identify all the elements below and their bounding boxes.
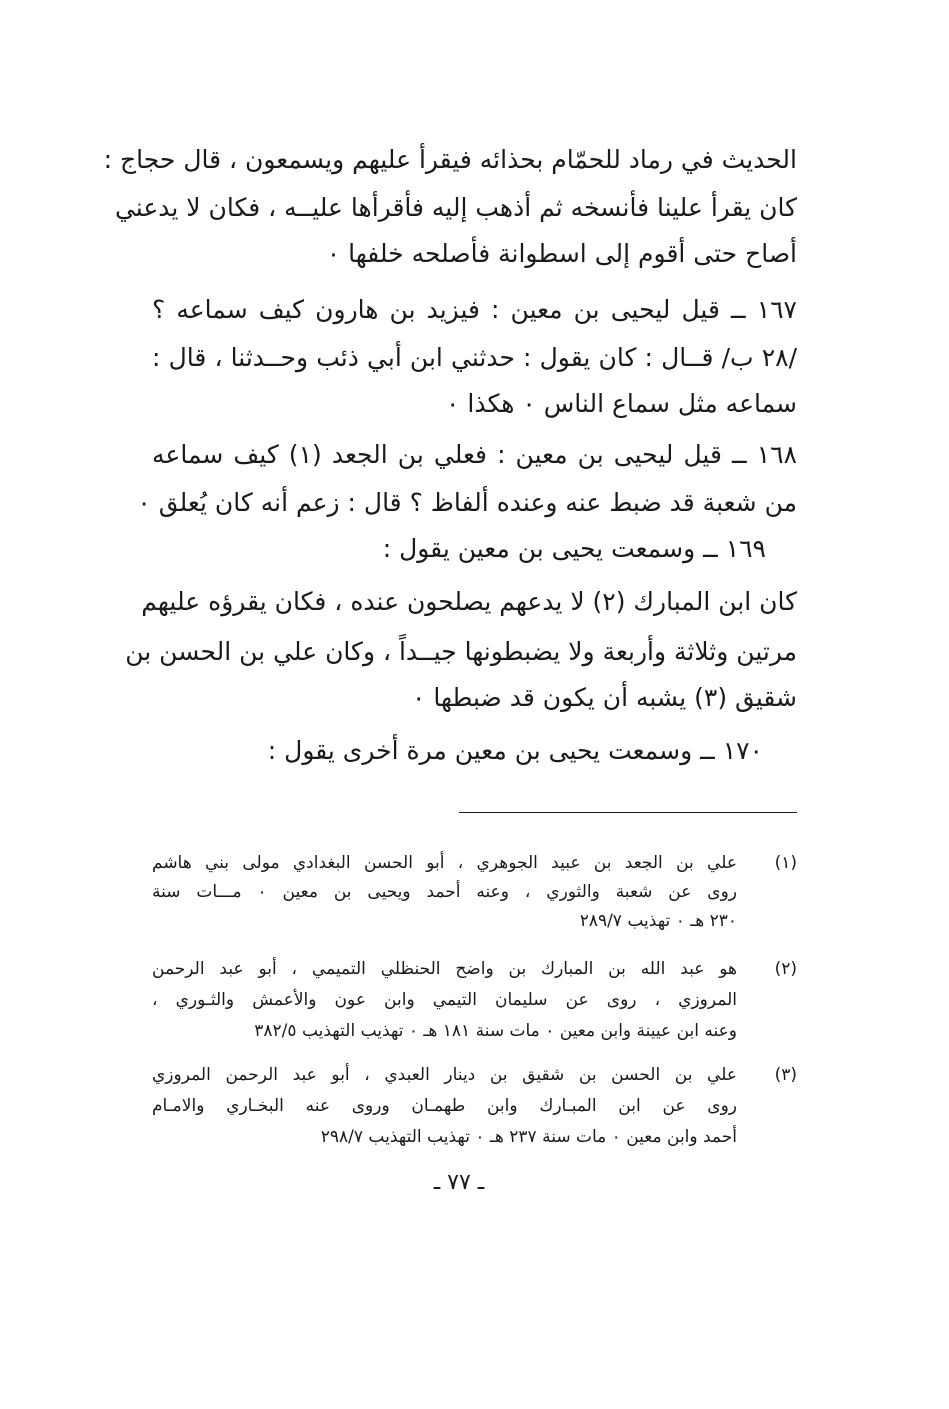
footnote-number: (١) [774,853,797,873]
text-line: سماعه مثل سماع الناس ٠ هكذا ٠ [446,389,797,418]
footnote-line: روى عن شعبة والثوري ، وعنه أحمد ويحيى بن معين ٠ مـــات سنة [152,882,737,902]
footnote-separator [459,812,797,813]
text-line: من شعبة قد ضبط عنه وعنده ألفاظ ؟ قال : زعم أنه كان يُعلق ٠ [137,488,797,517]
footnote-number: (٢) [774,959,797,979]
text-line: كان يقرأ علينا فأنسخه ثم أذهب إليه فأقرأها عليــه ، فكان لا يدعني [114,193,797,222]
footnote-line: المروزي ، روى عن سليمان التيمي وابن عون والأعمش والثـوري ، [152,990,737,1010]
text-line: كان ابن المبارك (٢) لا يدعهم يصلحون عنده ، فكان يقرؤه عليهم [141,587,797,616]
entry-167-line: ١٦٧ ــ قيل ليحيى بن معين : فيزيد بن هارون كيف سماعه ؟ [152,295,797,324]
footnote-line: هو عبد الله بن المبارك بن واضح الحنظلي التميمي ، أبو عبد الرحمن [152,959,737,979]
footnote-line: علي بن الحسن بن شقيق بن دينار العبدي ، أبو عبد الرحمن المروزي [152,1065,737,1085]
text-line: أصاح حتى أقوم إلى اسطوانة فأصلحه خلفها ٠ [326,239,797,268]
footnote-line: علي بن الجعد بن عبيد الجوهري ، أبو الحسن البغدادي مولى بني هاشم [152,853,737,873]
entry-170-line: ١٧٠ ــ وسمعت يحيى بن معين مرة أخرى يقول : [267,736,763,765]
text-line: الحديث في رماد للحمّام بحذائه فيقرأ عليهم ويسمعون ، قال حجاج : [103,145,797,174]
text-line: مرتين وثلاثة وأربعة ولا يضبطونها جيــداً ، وكان علي بن الحسن بن [125,637,797,666]
footnote-line: روى عن ابن المبـارك وابن طهمـان وروى عنه البخـاري والامـام [152,1096,737,1116]
entry-169-line: ١٦٩ ــ وسمعت يحيى بن معين يقول : [382,534,766,563]
footnote-line: أحمد وابن معين ٠ مات سنة ٢٣٧ هـ ٠ تهذيب التهذيب ٢٩٨/٧ [320,1127,737,1147]
footnote-number: (٣) [774,1065,797,1085]
footnote-line: وعنه ابن عيينة وابن معين ٠ مات سنة ١٨١ هـ ٠ تهذيب التهذيب ٣٨٢/٥ [254,1021,737,1041]
text-line: شقيق (٣) يشبه أن يكون قد ضبطها ٠ [411,683,797,712]
page-number: ـ ٧٧ ـ [433,1170,485,1195]
text-line: /٢٨ ب/ قــال : كان يقول : حدثني ابن أبي ذئب وحــدثنا ، قال : [152,343,797,372]
footnote-line: ٢٣٠ هـ ٠ تهذيب ٢٨٩/٧ [579,911,737,931]
entry-168-line: ١٦٨ ــ قيل ليحيى بن معين : فعلي بن الجعد (١) كيف سماعه [152,440,798,469]
